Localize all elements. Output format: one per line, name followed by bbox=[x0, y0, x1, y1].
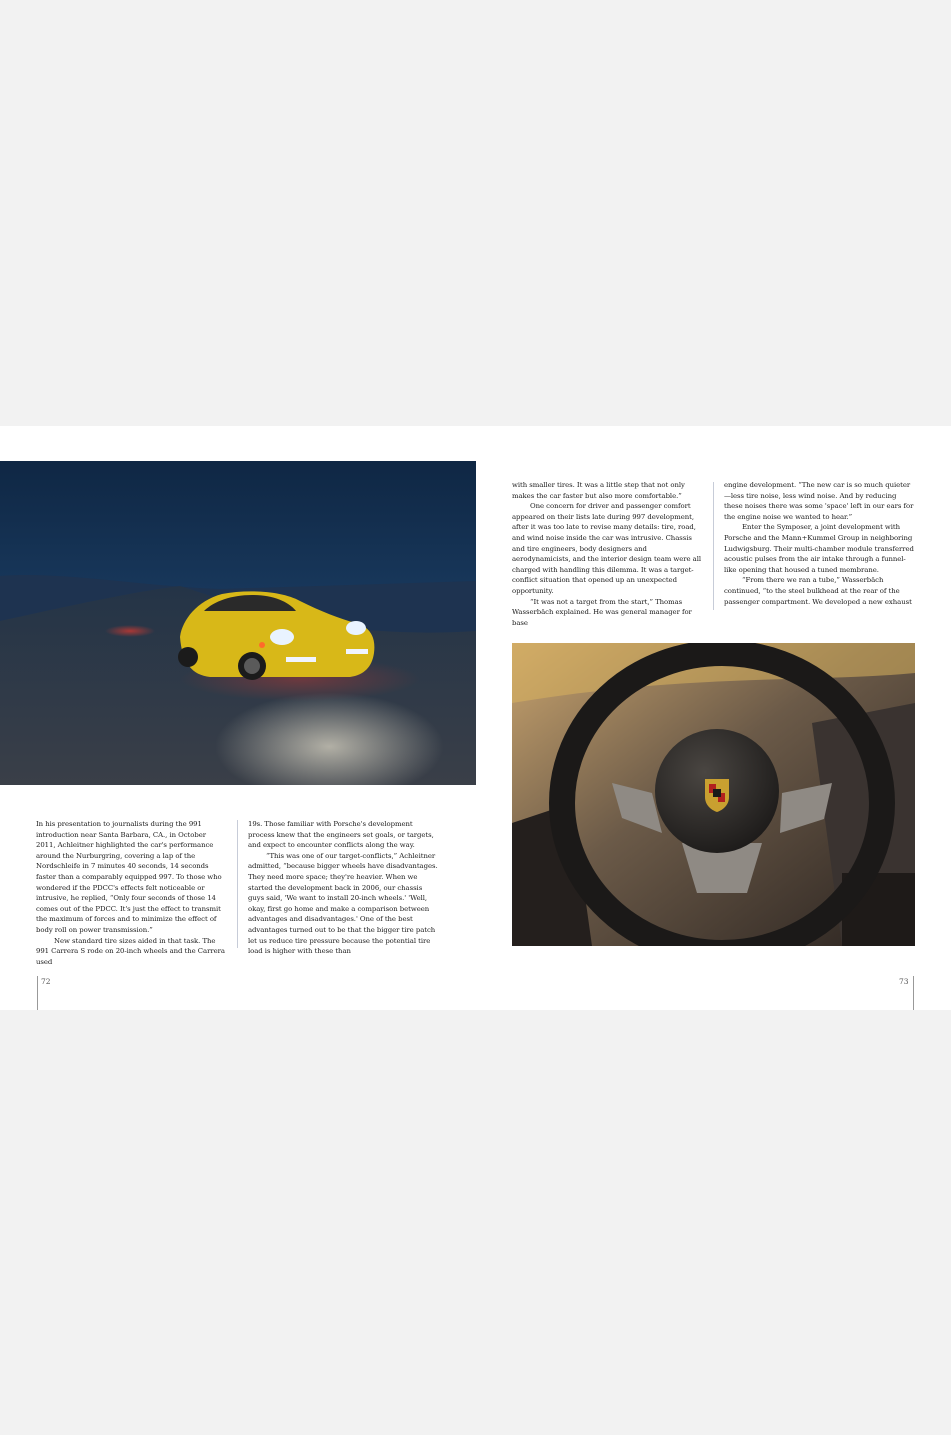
left-page-column-1 bbox=[36, 819, 226, 967]
paragraph: Enter the Symposer, a joint development with Porsche and the Mann+Kummel Group in neighboring Ludwigsburg. Their multi-chamber module transferred acoustic pulses from the air intake through a funnel-like opening that housed a tuned membrane. bbox=[724, 523, 914, 574]
paragraph: engine development. “The new car is so much quieter—less tire noise, less wind noise. And by reducing these noises there was some 'space' left in our ears for the engine noise we wanted to hear.” bbox=[724, 481, 914, 521]
book-spread bbox=[0, 426, 951, 1010]
paragraph: One concern for driver and passenger comfort appeared on their lists late during 997 development, after it was too late to revise many details: tire, road, and wind noise inside the car was intrusive. Chassis and tire engineers, body designers and aerodynamicists, and the interior design team were all charged with handling this dilemma. It was a target-conflict situation that opened up an unexpected opportunity. bbox=[512, 502, 702, 595]
paragraph: with smaller tires. It was a little step that not only makes the car faster but also more comfortable.” bbox=[512, 481, 685, 500]
column-rule bbox=[713, 482, 714, 610]
page-number-left: 72 bbox=[41, 977, 51, 986]
right-page-column-2 bbox=[724, 480, 916, 607]
folio-rule bbox=[37, 976, 38, 1010]
left-page-column-2 bbox=[248, 819, 438, 957]
paragraph: New standard tire sizes aided in that task. The 991 Carrera S rode on 20-inch wheels and the Carrera used bbox=[36, 936, 225, 966]
paragraph: 19s. Those familiar with Porsche's development process knew that the engineers set goals, or targets, and expect to encounter conflicts along the way. bbox=[248, 820, 434, 850]
paragraph: “It was not a target from the start,” Thomas Wasserbäch explained. He was general manager for base bbox=[512, 597, 692, 627]
car-dusk-photo bbox=[0, 461, 476, 785]
paragraph: “From there we ran a tube,” Wasserbäch continued, “to the steel bulkhead at the rear of the passenger compartment. We developed a new exhaust bbox=[724, 576, 912, 606]
page-number-right: 73 bbox=[899, 977, 909, 986]
paragraph: In his presentation to journalists during the 991 introduction near Santa Barbara, CA., in October 2011, Achleitner highlighted the car's performance around the Nurburgring, covering a lap of the Nordschleife in 7 minutes 40 seconds, 14 seconds faster than a comparably equipped 997. To those who wondered if the PDCC's effects felt noticeable or intrusive, he replied, “Only four seconds of those 14 comes out of the PDCC. It's just the effect to transmit the maximum of forces and to minimize the effect of body roll on power transmission.” bbox=[36, 820, 222, 934]
folio-rule bbox=[913, 976, 914, 1010]
paragraph: “This was one of our target-conflicts,” Achleitner admitted, “because bigger wheels have disadvantages. They need more space; they're heavier. When we started the development back in 2006, our chassis guys said, 'We want to install 20-inch wheels.' 'Well, okay, first go home and make a comparison between advantages and disadvantages.' One of the best advantages turned out to be that the bigger tire patch let us reduce tire pressure because the potential tire load is higher with these than bbox=[248, 851, 438, 956]
steering-wheel-photo bbox=[512, 643, 915, 946]
right-page-column-1 bbox=[512, 480, 704, 628]
column-rule bbox=[237, 820, 238, 948]
